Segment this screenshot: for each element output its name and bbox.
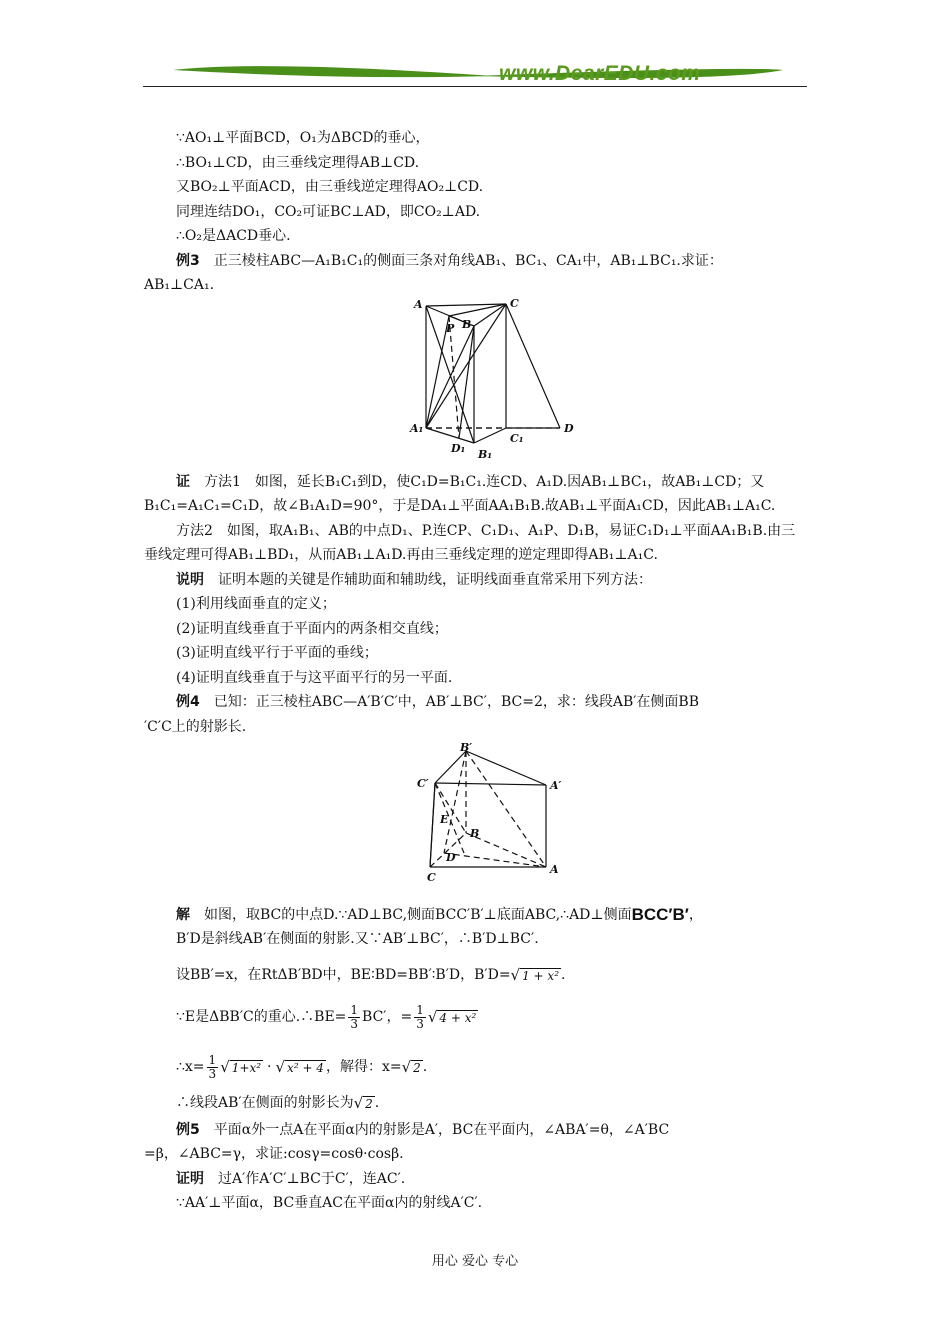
leaf-swoosh-left — [143, 60, 807, 94]
label-C: C — [510, 296, 519, 310]
example-text: 已知：正三棱柱ABC—A′B′C′中，AB′⊥BC′，BC=2，求：线段AB′在侧面BB — [199, 694, 699, 710]
proof-5 — [144, 1167, 810, 1192]
prism-diagram-1 — [144, 296, 810, 461]
label-D: D — [446, 851, 456, 864]
fraction — [348, 1004, 360, 1031]
proof-label: 证明 — [176, 1170, 204, 1187]
label-D1: D₁ — [451, 441, 466, 455]
text-line: 又BO₂⊥平面ACD，由三垂线逆定理得AO₂⊥CD. — [176, 179, 484, 195]
label-E: E — [440, 813, 449, 826]
sqrt-icon: √ — [510, 966, 521, 985]
text-line: AB₁⊥CA₁. — [144, 277, 215, 293]
label-B: B — [462, 317, 472, 331]
label-B1: B₁ — [478, 447, 493, 461]
example-label: 例5 — [176, 1121, 200, 1138]
fraction — [414, 1004, 426, 1031]
numerator: 1 — [208, 1053, 217, 1067]
page-footer: 用心 爱心 专心 — [431, 1254, 519, 1269]
text-line: ∵AA′⊥平面α，BC垂直AC在平面α内的射线A′C′. — [176, 1195, 483, 1211]
proof-text: 过A′作A′C′⊥BC于C′，连AC′. — [204, 1170, 406, 1187]
fraction — [207, 1054, 219, 1081]
sqrt-icon: √ — [220, 1058, 230, 1077]
list-item: (2)证明直线垂直于平面内的两条相交直线； — [176, 620, 448, 637]
example-3 — [144, 249, 810, 274]
solution-line-4 — [144, 996, 810, 1040]
list-item: (3)证明直线平行于平面的垂线； — [176, 645, 378, 661]
sqrt-icon: √ — [401, 1058, 412, 1077]
solution-text: . — [374, 1095, 380, 1112]
sqrt-expr: 2 — [365, 1097, 373, 1111]
text-line: 同理连结DO₁，CO₂可证BC⊥AD，即CO₂⊥AD. — [176, 203, 481, 220]
label-C: C — [427, 871, 436, 884]
text-line: B₁C₁=A₁C₁=C₁D，故∠B₁A₁D=90°，于是DA₁⊥平面AA₁B₁B.故AB₁⊥平面A₁CD，因此AB₁⊥A₁C. — [144, 498, 776, 514]
label-B: B — [470, 827, 480, 840]
header-rule — [143, 86, 807, 87]
sqrt-expr: 2 — [413, 1061, 421, 1075]
note — [144, 568, 810, 593]
text-line: =β，∠ABC=γ，求证:cosγ=cosθ·cosβ. — [144, 1146, 404, 1162]
proof-text: 方法1 如图，延长B₁C₁到D，使C₁D=B₁C₁.连CD、A₁D.因AB₁⊥BC₁，故AB₁⊥CD；又 — [190, 473, 765, 490]
solution-text: ∵E是ΔBB′C的重心.∴BE= — [176, 1009, 347, 1026]
solution-text: ， — [688, 906, 703, 923]
figure-prism-1 — [144, 296, 810, 461]
text-line: B′D是斜线AB′在侧面的射影.又∵AB′⊥BC′，∴B′D⊥BC′. — [176, 931, 539, 947]
list-item: (4)证明直线垂直于与这平面平行的另一平面. — [176, 669, 453, 686]
sqrt-icon: √ — [427, 1008, 438, 1027]
label-B-prime: B′ — [460, 741, 473, 754]
example-text: 正三棱柱ABC—A₁B₁C₁的侧面三条对角线AB₁、BC₁、CA₁中，AB₁⊥BC₁.求证： — [199, 252, 723, 269]
proof-label: 证 — [176, 473, 190, 490]
label-A: A — [550, 863, 559, 876]
example-4 — [144, 690, 810, 715]
text-line: ∴BO₁⊥CD，由三垂线定理得AB⊥CD. — [176, 154, 420, 171]
sqrt-expr: x² + 4 — [287, 1061, 324, 1075]
list-item: (1)利用线面垂直的定义； — [176, 596, 336, 612]
example-label: 例3 — [176, 252, 200, 269]
proof-method-1 — [144, 470, 810, 495]
text-line: ∵AO₁⊥平面BCD，O₁为ΔBCD的垂心， — [176, 130, 430, 146]
sqrt-icon: √ — [353, 1094, 364, 1113]
page-header — [143, 60, 807, 94]
solution-text: . — [561, 967, 566, 984]
text-line: ′C′C上的射影长. — [144, 718, 247, 735]
solution-text: ，解得：x= — [325, 1059, 402, 1076]
site-logo: www.DearEDU.com — [499, 62, 701, 85]
label-A: A — [414, 297, 423, 311]
numerator: 1 — [350, 1003, 359, 1017]
solution-label: 解 — [176, 906, 190, 923]
numerator: 1 — [416, 1003, 424, 1017]
solution-line-3 — [144, 960, 810, 992]
solution-text: · — [267, 1059, 272, 1076]
label-P: P — [446, 321, 455, 335]
label-A1: A₁ — [410, 421, 424, 435]
document-body — [144, 126, 810, 1216]
label-D: D — [564, 421, 574, 435]
solution-text: BC′，= — [362, 1009, 413, 1026]
denominator: 3 — [416, 1017, 424, 1031]
note-text: 证明本题的关键是作辅助面和辅助线，证明线面垂直常采用下列方法： — [204, 571, 652, 588]
solution-line-6 — [144, 1090, 810, 1118]
label-C1: C₁ — [510, 431, 524, 445]
example-5 — [144, 1118, 810, 1143]
sqrt-icon: √ — [275, 1058, 286, 1077]
solution-text: ∴线段AB′在侧面的射影长为 — [176, 1095, 354, 1112]
sqrt-expr: 4 + x² — [439, 1011, 477, 1025]
solution-text: ∴x= — [176, 1059, 205, 1076]
solution-line-5 — [144, 1046, 810, 1090]
denominator: 3 — [350, 1017, 359, 1031]
text-line: ∴O₂是ΔACD垂心. — [176, 228, 291, 244]
solution-text: 设BB′=x，在RtΔB′BD中，BE∶BD=BB′∶B′D，B′D= — [176, 967, 511, 984]
prism-diagram-2 — [144, 743, 810, 893]
denominator: 3 — [208, 1067, 217, 1081]
note-label: 说明 — [176, 571, 204, 588]
text-line: 垂线定理可得AB₁⊥BD₁，从而AB₁⊥A₁D.再由三垂线定理的逆定理即得AB₁⊥A₁C. — [144, 547, 658, 563]
sqrt-expr: 1 + x² — [522, 969, 560, 983]
example-text: 平面α外一点A在平面α内的射影是A′，BC在平面内，∠ABA′=θ，∠A′BC — [199, 1121, 670, 1138]
figure-prism-2 — [144, 743, 810, 893]
sqrt-expr: 1+x² — [231, 1061, 262, 1075]
solution-text: . — [422, 1059, 428, 1076]
solution-text-large: BCC′B′ — [631, 904, 689, 924]
label-C-prime: C′ — [417, 777, 429, 790]
text-line: 方法2 如图，取A₁B₁、AB的中点D₁、P.连CP、C₁D₁、A₁P、D₁B，易证C₁D₁⊥平面AA₁B₁B.由三 — [176, 522, 796, 539]
label-A-prime: A′ — [550, 779, 562, 792]
example-label: 例4 — [176, 694, 200, 710]
solution-text: 如图，取BC的中点D.∵AD⊥BC,侧面BCC′B′⊥底面ABC,∴AD⊥侧面 — [190, 906, 632, 923]
